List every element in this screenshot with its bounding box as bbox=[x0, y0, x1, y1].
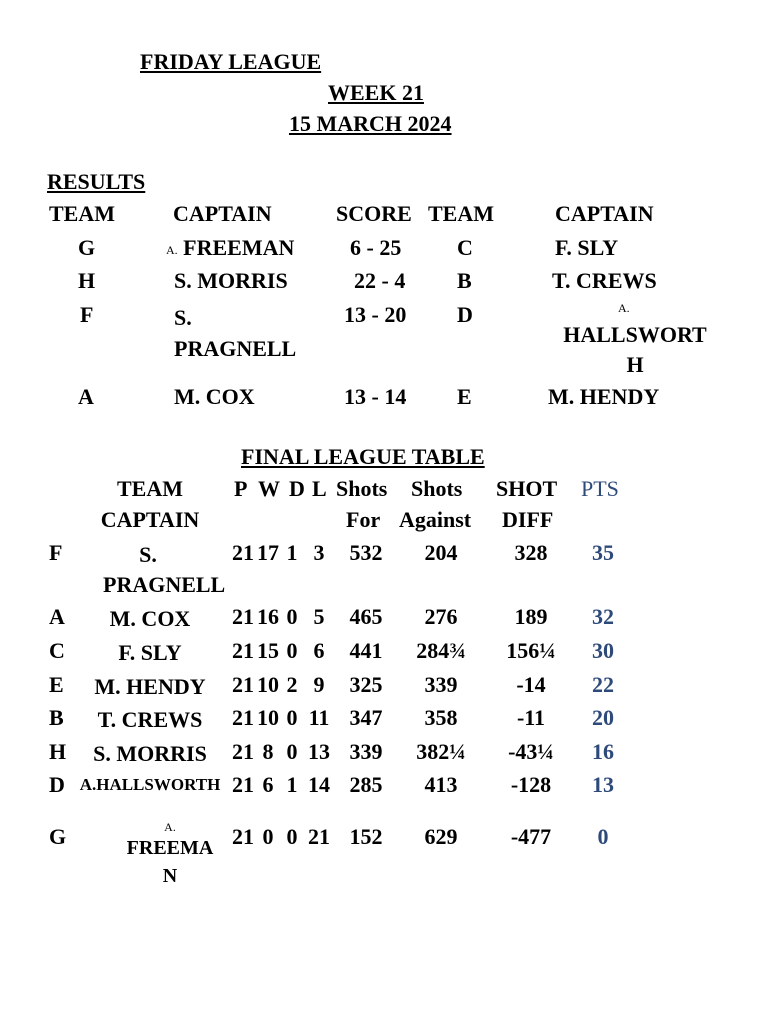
table-cell-for: 532 bbox=[349, 540, 383, 565]
table-cell-captain bbox=[110, 820, 230, 890]
table-cell-d: 0 bbox=[286, 705, 298, 730]
table-cell-p: 21 bbox=[232, 739, 254, 764]
result-captain1: M. COX bbox=[174, 384, 255, 409]
results-title: RESULTS bbox=[47, 169, 146, 194]
table-cell-captain-name: T. CREWS bbox=[97, 707, 203, 732]
table-cell-for: 339 bbox=[349, 739, 383, 764]
table-cell-l: 14 bbox=[308, 772, 330, 797]
table-cell-diff: -14 bbox=[516, 672, 546, 697]
table-header-against-2: Against bbox=[399, 507, 472, 532]
table-header-diff-2: DIFF bbox=[502, 507, 554, 532]
result-team1: G bbox=[78, 235, 96, 260]
table-cell-against: 284¾ bbox=[416, 638, 466, 663]
table-cell-l: 5 bbox=[313, 604, 325, 629]
result-team2: D bbox=[457, 302, 473, 327]
table-cell-l: 3 bbox=[313, 540, 325, 565]
table-title: FINAL LEAGUE TABLE bbox=[241, 444, 485, 469]
table-cell-against: 276 bbox=[424, 604, 458, 629]
result-score: 6 - 25 bbox=[350, 235, 402, 260]
table-cell-team: A bbox=[49, 604, 65, 629]
table-cell-p: 21 bbox=[232, 604, 254, 629]
table-cell-captain-name: M. COX bbox=[109, 606, 191, 631]
result-team2: E bbox=[457, 384, 472, 409]
date-title: 15 MARCH 2024 bbox=[289, 111, 452, 136]
table-cell-pts: 0 bbox=[597, 824, 609, 849]
table-cell-team: H bbox=[49, 739, 67, 764]
table-cell-captain-name: A.HALLSWORTH bbox=[79, 775, 221, 794]
results-header-captain-2: CAPTAIN bbox=[555, 201, 654, 226]
table-cell-w: 8 bbox=[262, 739, 274, 764]
table-header-diff-1: SHOT bbox=[496, 476, 558, 501]
table-cell-pts: 20 bbox=[592, 705, 614, 730]
table-cell-l: 9 bbox=[313, 672, 325, 697]
table-cell-d: 1 bbox=[286, 772, 298, 797]
table-cell-p: 21 bbox=[232, 705, 254, 730]
result-team1: H bbox=[78, 268, 96, 293]
table-cell-for: 325 bbox=[349, 672, 383, 697]
result-score: 13 - 20 bbox=[344, 302, 407, 327]
table-cell-w: 6 bbox=[262, 772, 274, 797]
table-cell-captain bbox=[70, 774, 230, 796]
result-captain1: S. PRAGNELL bbox=[174, 305, 297, 361]
table-cell-captain-name: S. PRAGNELL bbox=[103, 542, 226, 597]
result-team1: A bbox=[78, 384, 94, 409]
table-cell-diff: 328 bbox=[514, 540, 548, 565]
table-cell-against: 629 bbox=[424, 824, 458, 849]
table-cell-pts: 16 bbox=[592, 739, 614, 764]
table-cell-d: 0 bbox=[286, 604, 298, 629]
table-cell-team: D bbox=[49, 772, 65, 797]
results-header-captain: CAPTAIN bbox=[173, 201, 272, 226]
table-cell-w: 10 bbox=[257, 705, 279, 730]
table-cell-captain-prefix: A. bbox=[164, 820, 176, 834]
table-cell-against: 339 bbox=[424, 672, 458, 697]
table-cell-w: 10 bbox=[257, 672, 279, 697]
table-cell-diff: -477 bbox=[510, 824, 552, 849]
table-cell-w: 15 bbox=[257, 638, 279, 663]
week-title: WEEK 21 bbox=[328, 80, 424, 105]
table-header-p: P bbox=[234, 476, 248, 501]
table-header-team: TEAM bbox=[117, 476, 183, 501]
result-score: 13 - 14 bbox=[344, 384, 407, 409]
table-cell-w: 16 bbox=[257, 604, 279, 629]
table-cell-l: 6 bbox=[313, 638, 325, 663]
table-header-for-1: Shots bbox=[336, 476, 388, 501]
result-captain2: T. CREWS bbox=[552, 268, 657, 293]
result-captain1: S. MORRIS bbox=[174, 268, 288, 293]
result-captain2: M. HENDY bbox=[548, 384, 660, 409]
table-cell-captain bbox=[74, 604, 226, 634]
table-cell-p: 21 bbox=[232, 672, 254, 697]
result-captain2-prefix: A. bbox=[618, 301, 630, 315]
table-cell-pts: 13 bbox=[592, 772, 614, 797]
table-cell-team: E bbox=[49, 672, 64, 697]
table-cell-for: 441 bbox=[349, 638, 383, 663]
table-cell-captain bbox=[74, 739, 226, 769]
table-cell-w: 0 bbox=[262, 824, 274, 849]
table-cell-d: 1 bbox=[286, 540, 298, 565]
table-header-w: W bbox=[258, 476, 280, 501]
table-cell-p: 21 bbox=[232, 772, 254, 797]
table-header-pts: PTS bbox=[581, 476, 619, 501]
table-header-for-2: For bbox=[346, 507, 381, 532]
table-cell-for: 347 bbox=[349, 705, 383, 730]
table-cell-d: 0 bbox=[286, 739, 298, 764]
table-cell-captain bbox=[72, 540, 224, 600]
table-header-l: L bbox=[312, 476, 327, 501]
result-score: 22 - 4 bbox=[354, 268, 406, 293]
table-cell-captain-name: FREEMAN bbox=[126, 837, 214, 887]
results-header-score: SCORE bbox=[336, 201, 412, 226]
league-title: FRIDAY LEAGUE bbox=[140, 49, 322, 74]
result-captain1: A. FREEMAN bbox=[166, 235, 295, 260]
table-cell-team: F bbox=[49, 540, 63, 565]
table-cell-diff: 156¼ bbox=[506, 638, 556, 663]
result-captain2: HALLSWORTH bbox=[563, 322, 707, 377]
table-cell-captain bbox=[74, 705, 226, 735]
table-cell-team: C bbox=[49, 638, 65, 663]
table-cell-pts: 30 bbox=[592, 638, 614, 663]
table-cell-d: 0 bbox=[286, 824, 298, 849]
table-cell-d: 2 bbox=[286, 672, 298, 697]
results-header-team: TEAM bbox=[49, 201, 115, 226]
table-header-captain: CAPTAIN bbox=[100, 507, 200, 532]
table-cell-pts: 35 bbox=[592, 540, 614, 565]
table-cell-p: 21 bbox=[232, 540, 254, 565]
table-cell-pts: 22 bbox=[592, 672, 614, 697]
table-cell-against: 382¼ bbox=[416, 739, 466, 764]
table-cell-captain-name: M. HENDY bbox=[94, 674, 206, 699]
table-cell-against: 413 bbox=[424, 772, 458, 797]
result-captain2: F. SLY bbox=[555, 235, 619, 260]
table-cell-d: 0 bbox=[286, 638, 298, 663]
table-cell-p: 21 bbox=[232, 638, 254, 663]
table-cell-for: 285 bbox=[349, 772, 383, 797]
result-team2: B bbox=[457, 268, 472, 293]
table-cell-w: 17 bbox=[257, 540, 279, 565]
table-cell-l: 11 bbox=[308, 705, 330, 730]
result-team2: C bbox=[457, 235, 473, 260]
table-cell-diff: -11 bbox=[516, 705, 546, 730]
table-cell-captain bbox=[74, 638, 226, 668]
table-cell-diff: 189 bbox=[514, 604, 548, 629]
table-cell-team: B bbox=[49, 705, 64, 730]
table-cell-against: 358 bbox=[424, 705, 458, 730]
table-cell-pts: 32 bbox=[592, 604, 614, 629]
table-cell-captain-name: F. SLY bbox=[118, 640, 182, 665]
table-cell-team: G bbox=[49, 824, 67, 849]
table-cell-for: 465 bbox=[349, 604, 383, 629]
result-team1: F bbox=[80, 302, 94, 327]
table-cell-l: 13 bbox=[308, 739, 330, 764]
table-cell-against: 204 bbox=[424, 540, 458, 565]
table-cell-captain bbox=[74, 672, 226, 702]
table-cell-captain-name: S. MORRIS bbox=[93, 741, 207, 766]
table-cell-for: 152 bbox=[349, 824, 383, 849]
table-header-against-1: Shots bbox=[411, 476, 463, 501]
table-cell-l: 21 bbox=[308, 824, 330, 849]
results-header-team-2: TEAM bbox=[428, 201, 494, 226]
table-header-d: D bbox=[289, 476, 305, 501]
table-cell-diff: -128 bbox=[510, 772, 552, 797]
table-cell-p: 21 bbox=[232, 824, 254, 849]
table-cell-diff: -43¼ bbox=[508, 739, 554, 764]
